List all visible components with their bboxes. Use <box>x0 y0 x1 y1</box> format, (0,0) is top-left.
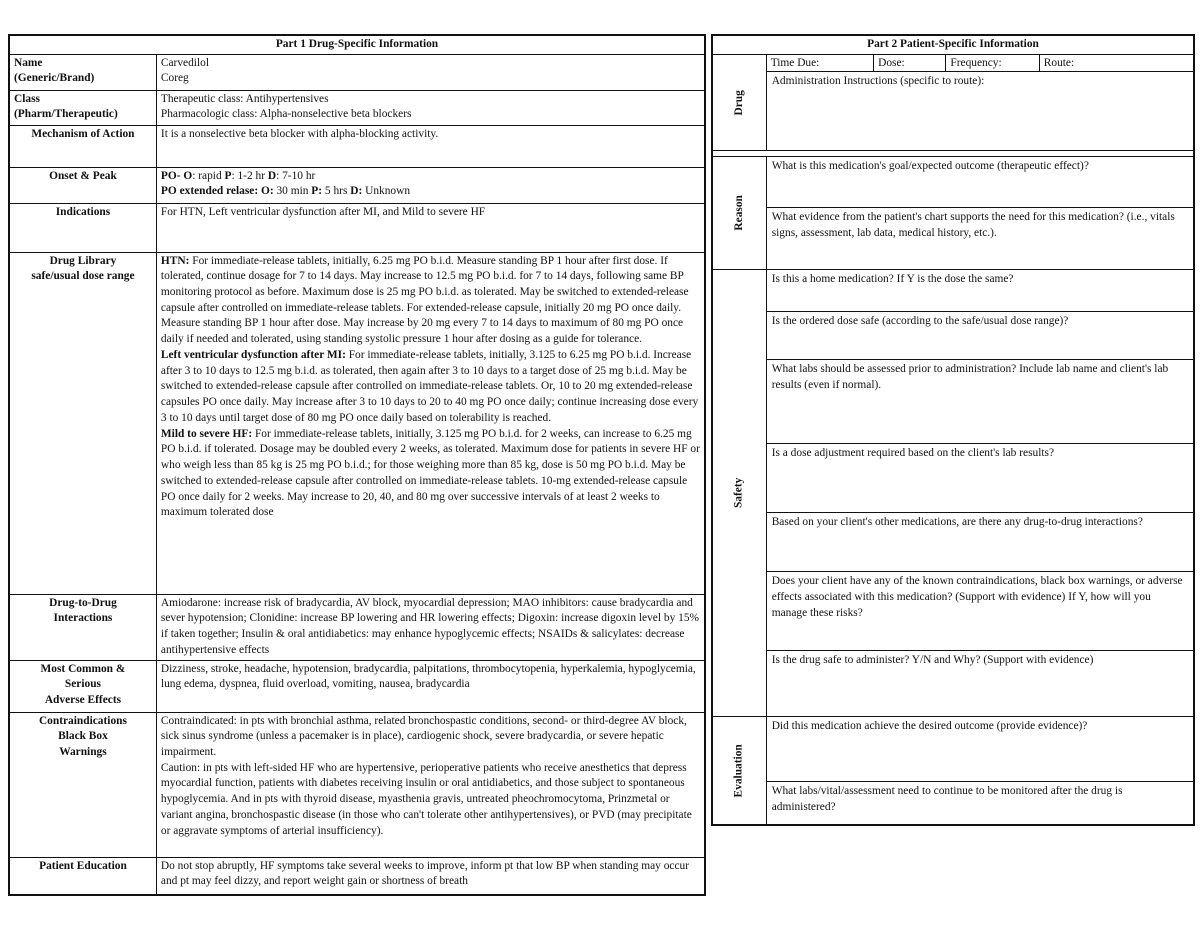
onset-p-label: P <box>224 169 232 182</box>
row-indications <box>9 203 705 252</box>
onset-ext-line <box>161 184 700 200</box>
outcome-question-field[interactable]: Did this medication achieve the desired outcome (provide evidence)? <box>766 717 1194 782</box>
evaluation-section-label <box>712 717 766 825</box>
dose-safe-question-field[interactable]: Is the ordered dose safe (according to the safe/usual dose range)? <box>766 312 1194 360</box>
onset-po-text3: : 7-10 hr <box>276 169 316 182</box>
part2-title: Part 2 Patient-Specific Information <box>712 35 1194 54</box>
interactions-label-line1: Drug-to-Drug <box>49 596 117 609</box>
reason-label: Reason <box>732 195 745 231</box>
safety-label: Safety <box>732 478 745 509</box>
onset-po-label: PO- O <box>160 169 193 182</box>
row-adverse <box>9 660 705 712</box>
interactions-label-line2: Interactions <box>53 612 113 625</box>
dose-label <box>9 252 156 594</box>
onset-d-label: D <box>267 169 277 182</box>
onset-ext-text3: Unknown <box>362 185 411 198</box>
onset-ext-o-label: : O: <box>254 185 274 198</box>
adverse-label <box>9 660 156 712</box>
part1-title: Part 1 Drug-Specific Information <box>9 35 705 54</box>
part1-drug-info-table <box>8 34 706 896</box>
generic-name: Carvedilol <box>160 56 209 69</box>
dose-hf-text: For immediate-release tablets, initially, 3.125 mg PO b.i.d. for 2 weeks, can increase to 6.25 mg PO b.i.d. if tolerated. Dosage may be doubled every 2 weeks, as tolerated. Maximum dose for patients in severe HF or who weigh less than 85 kg is 25 mg PO b.i.d.; for those weighing more than 85 kg, dose is 50 mg PO b.i.d. May be switched to extended-release capsule after controlled on immediate-release tablets. 10-mg extended-release capsule PO once daily for 2 weeks. May increase to 20, 40, and 80 mg over successive intervals of at least 2 weeks to maximum tolerated dose <box>160 427 700 519</box>
brand-name: Coreg <box>160 72 189 85</box>
safe-administer-question-field[interactable]: Is the drug safe to administer? Y/N and Why? (Support with evidence) <box>766 651 1194 717</box>
row-name <box>9 54 705 90</box>
dose-lv-text: For immediate-release tablets, initially, 3.125 to 6.25 mg PO b.i.d. Increase after 3 to 10 days to 12.5 mg b.i.d. as tolerated, then again after 3 to 10 days to a target dose of 25 mg b.i.d. May be switched to extended-release capsule after controlled on immediate-release tablets. Or, 10 to 20 mg extended-release capsules PO once daily. May increase after 3 to 10 days to 20 to 40 mg PO once daily; continue increasing dose every 3 to 10 days until target dose of 80 mg PO once daily based on tolerability is reached. <box>160 348 699 424</box>
name-label-line1: Name <box>14 56 43 69</box>
dose-text <box>156 252 705 594</box>
education-text: Do not stop abruptly, HF symptoms take several weeks to improve, inform pt that low BP when standing may occur and pt may feel dizzy, and report weight gain or shortness of breath <box>156 857 705 895</box>
labs-question-field[interactable]: What labs should be assessed prior to administration? Include lab name and client's lab results (even if normal). <box>766 360 1194 444</box>
drug-label: Drug <box>732 89 745 116</box>
dose-hf-label: Mild to severe HF: <box>160 427 253 440</box>
pharmacologic-class: Pharmacologic class: Alpha-nonselective beta blockers <box>160 108 412 121</box>
onset-ext-d-label: D: <box>350 185 363 198</box>
onset-ext-label: PO extended relase <box>160 185 255 198</box>
onset-ext-text2: 5 hrs <box>322 185 351 198</box>
contraindications-label <box>9 712 156 857</box>
interactions-label <box>9 594 156 660</box>
dose-field[interactable]: Dose: <box>874 54 946 72</box>
dose-htn-text: For immediate-release tablets, initially, 6.25 mg PO b.i.d. Measure standing BP 1 hour after first dose. If tolerated, continue dosage for 7 to 14 days. May increase to 12.5 mg PO b.i.d. for 7 to 14 days, following same BP monitoring protocol as before. Maximum dose is 25 mg PO b.i.d. as tolerated. May be switched to extended-release capsule after controlled on immediate-release tablets. For extended-release capsule, initially 20 mg PO once daily. Measure standing BP 1 hour after dose. May increase by 20 mg every 7 to 14 days to maximum of 80 mg PO once daily if needed and tolerated, using standing systolic pressure 1 hour after dosing as a guide for tolerance. <box>160 254 689 346</box>
adverse-label-line2: Serious <box>64 678 101 691</box>
dose-label-line2: safe/usual dose range <box>31 270 135 283</box>
contra-label-line1: Contraindications <box>38 714 127 727</box>
row-education <box>9 857 705 895</box>
onset-label: Onset & Peak <box>9 167 156 203</box>
class-label-line1: Class <box>14 92 40 105</box>
name-value <box>156 54 705 90</box>
drug-section-label <box>712 54 766 151</box>
frequency-field[interactable]: Frequency: <box>946 54 1039 72</box>
time-due-field[interactable]: Time Due: <box>766 54 873 72</box>
dose-htn <box>161 254 700 348</box>
indications-text: For HTN, Left ventricular dysfunction after MI, and Mild to severe HF <box>156 203 705 252</box>
row-mechanism <box>9 125 705 167</box>
onset-po-text2: : 1-2 hr <box>231 169 268 182</box>
contraindications-question-field[interactable]: Does your client have any of the known contraindications, black box warnings, or adverse effects associated with this medication? (Support with evidence) If Y, how will you manage these risks? <box>766 572 1194 651</box>
adverse-text: Dizziness, stroke, headache, hypotension, bradycardia, palpitations, thrombocytopenia, hyperkalemia, hypoglycemia, lung edema, dyspnea, fluid overload, vomiting, nausea, bradycardia <box>156 660 705 712</box>
adverse-label-line3: Adverse Effects <box>44 693 122 706</box>
mechanism-text: It is a nonselective beta blocker with alpha-blocking activity. <box>156 125 705 167</box>
reason-section-label <box>712 157 766 270</box>
education-label: Patient Education <box>9 857 156 895</box>
admin-instructions-field[interactable]: Administration Instructions (specific to route): <box>766 72 1194 151</box>
drug-fields-row <box>712 54 1194 72</box>
class-label <box>9 90 156 125</box>
caution-text: Caution: in pts with left-sided HF who are hypertensive, perioperative patients who receive anesthetics that depress myocardial function, patients with diabetes receiving insulin or oral antidiabetics, and those subject to spontaneous hypoglycemia. And in pts with thyroid disease, myasthenia gravis, untreated pheochromocytoma, Prinzmetal or variant angina, bronchospastic disease (in those who can't tolerate other antihypertensives), or PVD (may precipitate or aggravate symptoms of arterial insufficiency). <box>160 761 692 837</box>
row-dose-range <box>9 252 705 594</box>
row-interactions <box>9 594 705 660</box>
dose-lv <box>161 348 700 427</box>
class-label-line2: (Pharm/Therapeutic) <box>14 108 118 121</box>
contra-label-line2: Black Box <box>58 730 108 743</box>
onset-value <box>156 167 705 203</box>
mechanism-label: Mechanism of Action <box>9 125 156 167</box>
row-contraindications <box>9 712 705 857</box>
interactions-question-field[interactable]: Based on your client's other medications, are there any drug-to-drug interactions? <box>766 513 1194 572</box>
safety-section-label <box>712 270 766 717</box>
adverse-label-line1: Most Common & <box>40 662 126 675</box>
home-med-question-field[interactable]: Is this a home medication? If Y is the dose the same? <box>766 270 1194 312</box>
part2-patient-info-table <box>711 34 1195 826</box>
dose-lv-label: Left ventricular dysfunction after MI: <box>160 348 346 361</box>
monitor-question-field[interactable]: What labs/vital/assessment need to continue to be monitored after the drug is administered? <box>766 782 1194 825</box>
contraindicated-text: Contraindicated: in pts with bronchial asthma, related bronchospastic conditions, second- or third-degree AV block, sick sinus syndrome (unless a pacemaker is in place), cardiogenic shock, severe bradycardia, or severe hepatic impairment. <box>160 714 687 758</box>
indications-label: Indications <box>9 203 156 252</box>
onset-po-text1: : rapid <box>192 169 225 182</box>
name-label-line2: (Generic/Brand) <box>14 72 95 85</box>
dose-adjust-question-field[interactable]: Is a dose adjustment required based on the client's lab results? <box>766 444 1194 513</box>
dose-htn-label: HTN: <box>160 254 190 267</box>
onset-po-line <box>161 169 700 185</box>
dose-hf <box>161 427 700 521</box>
contraindications-text <box>156 712 705 857</box>
name-label <box>9 54 156 90</box>
evaluation-label: Evaluation <box>732 743 745 798</box>
evidence-question-field[interactable]: What evidence from the patient's chart supports the need for this medication? (i.e., vitals signs, assessment, lab data, medical history, etc.). <box>766 208 1194 270</box>
onset-ext-text1: 30 min <box>273 185 312 198</box>
onset-ext-p-label: P: <box>311 185 323 198</box>
dose-label-line1: Drug Library <box>49 254 117 267</box>
class-value <box>156 90 705 125</box>
goal-question-field[interactable]: What is this medication's goal/expected outcome (therapeutic effect)? <box>766 157 1194 208</box>
row-class <box>9 90 705 125</box>
row-onset <box>9 167 705 203</box>
contra-label-line3: Warnings <box>59 745 107 758</box>
route-field[interactable]: Route: <box>1039 54 1194 72</box>
therapeutic-class: Therapeutic class: Antihypertensives <box>160 92 329 105</box>
interactions-text: Amiodarone: increase risk of bradycardia, AV block, myocardial depression; MAO inhibitors: cause bradycardia and sever hypotension; Clonidine: increase BP lowering and HR lowering effects; Digoxin: increase digoxin level by 15% if taken together; Insulin & oral antidiabetics: may enhance hypoglycemic effects; NSAIDs & salicylates: decrease antihypertensive effects <box>156 594 705 660</box>
